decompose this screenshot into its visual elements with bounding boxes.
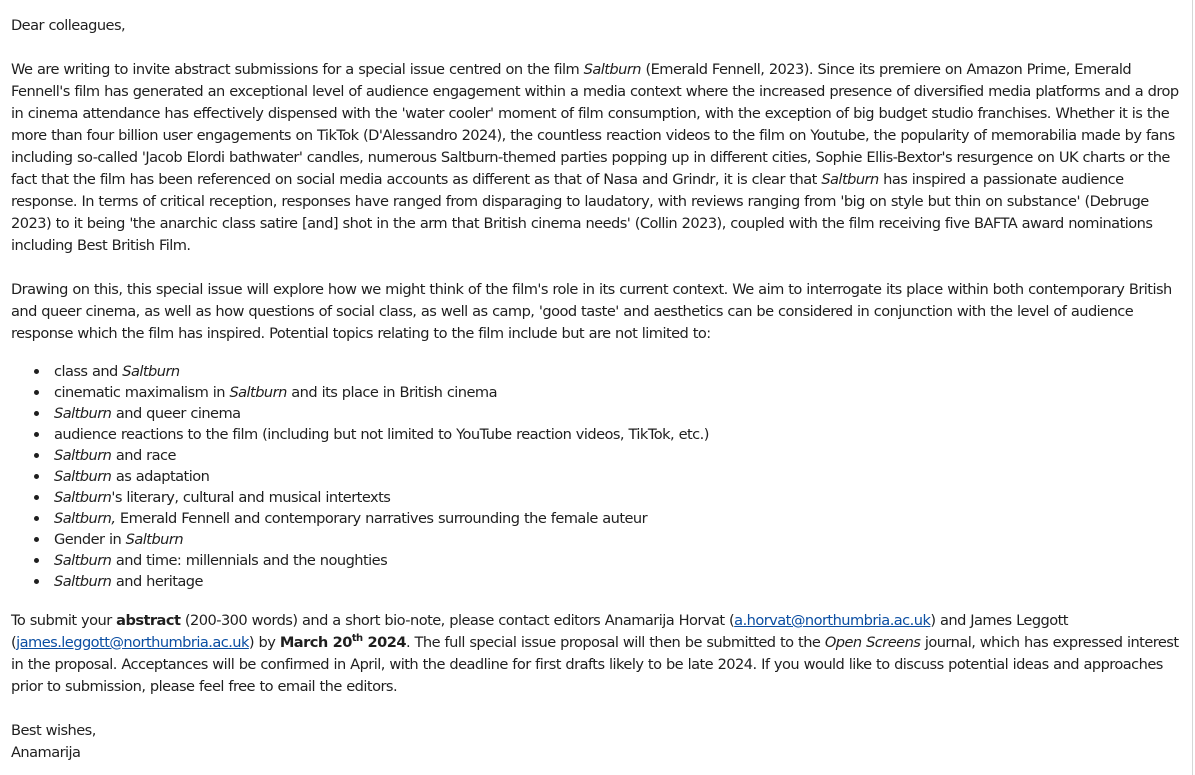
film-title: Saltburn (583, 61, 641, 78)
topic-item: Saltburn's literary, cultural and musical intertexts (11, 487, 1183, 508)
submission-paragraph: To submit your abstract (200-300 words) and a short bio-note, please contact editors Anamarija Horvat (a.horvat@northumbria.ac.uk) and James Leggott (james.leggott@northumbria.ac.uk) by March 20th 2024. The full special issue proposal will then be submitted to the Open Screens journal, which has expressed interest in the proposal. Acceptances will be confirmed in April, with the deadline for first drafts likely to be late 2024. If you would like to discuss potential ideas and approaches prior to submission, please feel free to email the editors. (11, 612, 1179, 695)
topic-item: audience reactions to the film (including but not limited to YouTube reaction videos, TikTok, etc.) (11, 424, 1183, 445)
topic-item: Saltburn and queer cinema (11, 403, 1183, 424)
spacer (11, 592, 1183, 610)
spacer (11, 698, 1183, 720)
scope-paragraph: Drawing on this, this special issue will explore how we might think of the film's role in its current context. We aim to interrogate its place within both contemporary British and queer cinema, as well as how questions of social class, as well as camp, 'good taste' and aesthetics can be considered in conjunction with the level of audience response which the film has inspired. Potential topics relating to the film include but are not limited to: (11, 281, 1172, 342)
email-body (11, 15, 1183, 764)
deadline-date: March 20th 2024 (279, 633, 406, 651)
intro-text: We are writing to invite abstract submissions for a special issue centred on the film (11, 61, 584, 78)
abstract-bold: abstract (116, 612, 181, 629)
topic-item: Saltburn and time: millennials and the noughties (11, 550, 1183, 571)
topic-item: Saltburn and race (11, 445, 1183, 466)
topic-item: class and Saltburn (11, 361, 1183, 382)
email-link-horvat[interactable]: a.horvat@northumbria.ac.uk (734, 612, 931, 629)
signoff: Best wishes, (11, 722, 96, 739)
spacer (11, 345, 1183, 361)
topic-item: cinematic maximalism in Saltburn and its place in British cinema (11, 382, 1183, 403)
topic-item: Saltburn and heritage (11, 571, 1183, 592)
intro-text: (Emerald Fennell, 2023). Since its premiere on Amazon Prime, Emerald Fennell's film has generated an exceptional level of audience engagement within a media context where the increased presence of diversified media platforms and a drop in cinema attendance has effectively dispensed with the 'water cooler' moment of film consumption, with the exception of big budget studio franchises. Whether it is the more than four billion user engagements on TikTok (D'Alessandro 2024), the countless reaction videos to the film on Youtube, the popularity of memorabilia made by fans including so-called 'Jacob Elordi bathwater' candles, numerous Saltburn-themed parties popping up in different cities, Sophie Ellis-Bextor's resurgence on UK charts or the fact that the film has been referenced on social media accounts as different as that of Nasa and Grindr, it is clear that (11, 61, 1179, 188)
intro-paragraph (11, 59, 1183, 257)
email-link-leggott[interactable]: james.leggott@northumbria.ac.uk (16, 634, 249, 651)
journal-title: Open Screens (824, 634, 921, 651)
topics-list (11, 361, 1183, 592)
greeting: Dear colleagues, (11, 17, 126, 34)
intro-text: has inspired a passionate audience response. In terms of critical reception, responses have ranged from disparaging to laudatory, with reviews ranging from 'big on style but thin on substance' (Debruge 2023) to it being 'the anarchic class satire [and] shot in the arm that British cinema needs' (Collin 2023), coupled with the film receiving five BAFTA award nominations including Best British Film. (11, 171, 1153, 254)
spacer (11, 257, 1183, 279)
topic-item: Saltburn as adaptation (11, 466, 1183, 487)
signature: Anamarija (11, 744, 81, 761)
spacer (11, 37, 1183, 59)
topic-item: Saltburn, Emerald Fennell and contemporary narratives surrounding the female auteur (11, 508, 1183, 529)
film-title: Saltburn (821, 171, 879, 188)
topic-item: Gender in Saltburn (11, 529, 1183, 550)
pane-border (1192, 0, 1193, 775)
